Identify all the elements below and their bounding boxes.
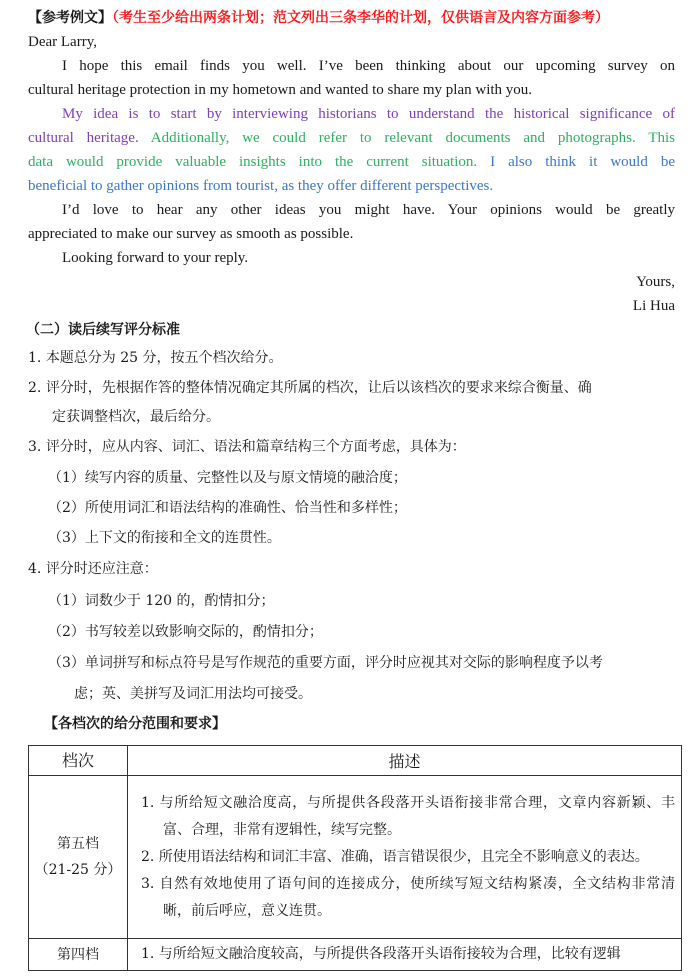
- letter-para3-line2: appreciated to make our survey as smooth as possible.: [28, 226, 354, 242]
- criteria-sub-3-3: （3）上下文的衔接和全文的连贯性。: [48, 530, 281, 546]
- plan-one-text: cultural heritage.: [28, 130, 139, 146]
- criteria-text: 评分时，应从内容、词汇、语法和篇章结构三个方面考虑，具体为：: [45, 439, 466, 455]
- description-item: 3. 自然有效地使用了语句间的连接成分，使所续写短文结构紧凑，全文结构非常清晰，前后呼应，意义连贯。: [141, 875, 675, 919]
- criteria-item-4: [28, 555, 675, 583]
- criteria-sub-3-1: （1）续写内容的质量、完整性以及与原文情境的融洽度；: [48, 470, 407, 486]
- table-header-row: [29, 746, 682, 776]
- letter-para2-line2: [28, 126, 675, 150]
- criteria-text: 本题总分为 25 分，按五个档次给分。: [45, 350, 283, 366]
- grade-table: [28, 745, 682, 971]
- description-cell: [128, 776, 682, 939]
- criteria-text: 评分时还应注意：: [45, 561, 158, 577]
- plan-two-text-cont: data would provide valuable insights into the current situation.: [28, 154, 478, 170]
- letter-signature: Li Hua: [632, 298, 675, 314]
- description-item: 1. 与所给短文融洽度较高，与所提供各段落开头语衔接较为合理，比较有逻辑: [141, 946, 621, 962]
- header-description: 描述: [128, 746, 682, 776]
- description-item: 2. 所使用语法结构和词汇丰富、准确，语言错误很少，且完全不影响意义的表达。: [141, 848, 649, 865]
- example-header-note: （考生至少给出两条计划；范文列出三条李华的计划，仅供语言及内容方面参考）: [112, 10, 609, 26]
- criteria-sub-4-2: （2）书写较差以致影响交际的，酌情扣分；: [48, 624, 323, 640]
- table-row: [29, 776, 682, 939]
- letter-para4: Looking forward to your reply.: [62, 250, 249, 266]
- letter-para3-line1: I’d love to hear any other ideas you might have. Your opinions would be greatly: [62, 202, 675, 218]
- plan-two-text: Additionally, we could refer to relevant documents and photographs. This: [138, 130, 675, 146]
- letter-para1-line2: cultural heritage protection in my hometown and wanted to share my plan with you.: [28, 82, 533, 98]
- example-header-label: 【参考例文】: [28, 10, 112, 26]
- criteria-sub-4-1: （1）词数少于 120 的，酌情扣分；: [48, 593, 275, 609]
- table-row: [29, 939, 682, 971]
- criteria-num: 1.: [28, 350, 42, 366]
- grade-table-title: 【各档次的给分范围和要求】: [44, 716, 226, 732]
- level-name: 第五档: [57, 836, 99, 852]
- description-cell: [128, 939, 682, 971]
- criteria-item-3: [28, 433, 675, 461]
- level-name: 第四档: [57, 946, 99, 963]
- letter-salutation: Dear Larry,: [28, 34, 97, 50]
- level-range: （21-25 分）: [34, 862, 122, 878]
- plan-three-text: I also think it would be: [477, 154, 675, 170]
- criteria-text: 评分时，先根据作答的整体情况确定其所属的档次，让后以该档次的要求来综合衡量、确: [45, 380, 592, 396]
- criteria-item-2-cont: 定获调整档次，最后给分。: [52, 409, 220, 425]
- example-header: [28, 6, 675, 30]
- criteria-num: 3.: [28, 439, 42, 455]
- header-level: 档次: [29, 746, 128, 776]
- level-cell: [29, 939, 128, 971]
- description-item: 1. 与所给短文融洽度高，与所提供各段落开头语衔接非常合理，文章内容新颖、丰富、合理，非常有逻辑性，续写完整。: [141, 794, 675, 838]
- criteria-item-1: [28, 344, 675, 372]
- level-cell: [29, 776, 128, 939]
- criteria-sub-4-3-cont: 虑；英、美拼写及词汇用法均可接受。: [74, 686, 312, 702]
- letter-closing: Yours,: [636, 274, 675, 290]
- criteria-num: 2.: [28, 380, 42, 396]
- letter-para2-line3: [28, 150, 675, 174]
- criteria-item-2: [28, 374, 675, 402]
- criteria-sub-3-2: （2）所使用词汇和语法结构的准确性、恰当性和多样性；: [48, 500, 407, 516]
- letter-para1-line1: I hope this email finds you well. I’ve been thinking about our upcoming survey on: [62, 58, 675, 74]
- criteria-num: 4.: [28, 561, 42, 577]
- section2-title: （二）读后续写评分标准: [26, 322, 180, 338]
- letter-para2-line4: beneficial to gather opinions from tourist, as they offer different perspectives.: [28, 178, 494, 194]
- criteria-sub-4-3: （3）单词拼写和标点符号是写作规范的重要方面，评分时应视其对交际的影响程度予以考: [48, 655, 603, 671]
- letter-para2-line1: My idea is to start by interviewing historians to understand the historical significance of: [62, 106, 675, 122]
